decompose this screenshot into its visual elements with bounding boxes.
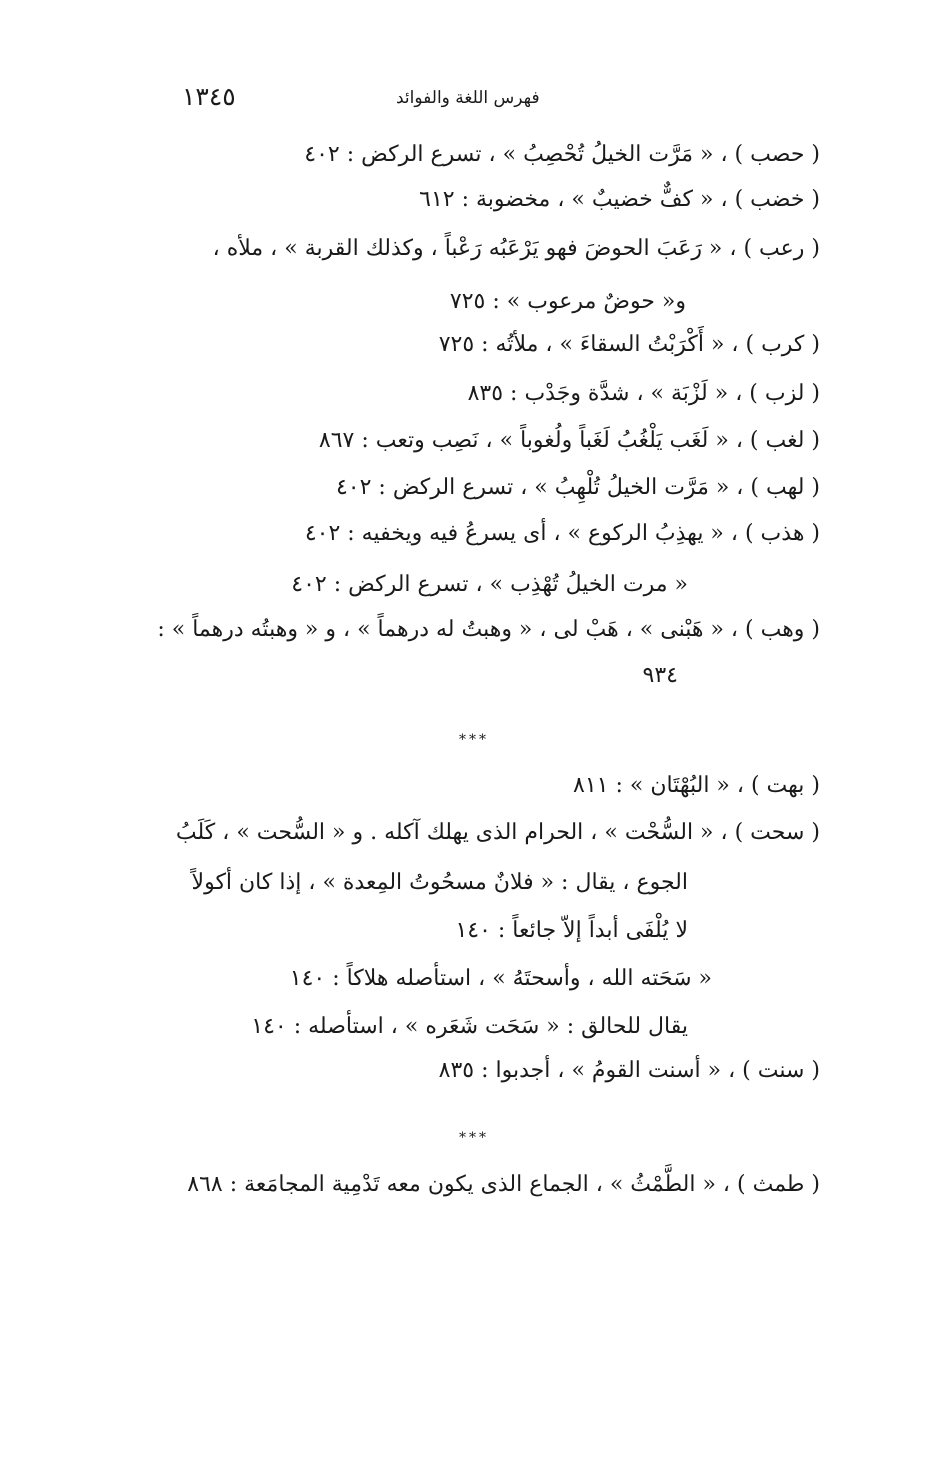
entry-tamth: ( طمث ) ، « الطَّمْثُ » ، الجماع الذى يكون معه تَدْمِية المجامَعة : ٨٦٨	[187, 1172, 820, 1197]
entry-hadhab: ( هذب ) ، « يهذِبُ الركوع » ، أى يسرعُ فيه ويخفيه : ٤٠٢	[304, 521, 820, 546]
section-separator: ***	[459, 732, 489, 748]
entry-hasb: ( حصب ) ، « مَرَّت الخيلُ تُحْصِبُ » ، تسرع الركض : ٤٠٢	[304, 142, 820, 167]
entry-saht-line3: لا يُلْفَى أبداً إلاّ جائعاً : ١٤٠	[455, 918, 688, 943]
entry-laghab: ( لغب ) ، « لَغَب يَلْغُبُ لَغَباً ولُغوباً » ، نَصِب وتعب : ٨٦٧	[318, 428, 820, 453]
entry-saht-line4: « سَحَته الله ، وأسحتَهُ » ، استأصله هلاكاً : ١٤٠	[289, 966, 712, 991]
entry-lazab: ( لزب ) ، « لَزْبَة » ، شدَّة وجَدْب : ٨٣٥	[467, 381, 820, 406]
entry-sanat: ( سنت ) ، « أسنت القومُ » ، أجدبوا : ٨٣٥	[438, 1058, 820, 1083]
entry-lahab: ( لهب ) ، « مَرَّت الخيلُ تُلْهِبُ » ، تسرع الركض : ٤٠٢	[335, 475, 820, 500]
entry-saht-line2: الجوع ، يقال : « فلانٌ مسحُوتُ المِعدة » ، إذا كان أكولاً	[191, 870, 688, 895]
entry-saht: ( سحت ) ، « السُّحْت » ، الحرام الذى يهلك آكله . و « السُّحت » ، كَلَبُ	[175, 820, 820, 845]
entry-karab: ( كرب ) ، « أَكْرَبْتُ السقاءَ » ، ملأتُه : ٧٢٥	[438, 332, 820, 357]
page-number: ١٣٤٥	[182, 82, 236, 111]
entry-saht-line5: يقال للحالق : « سَحَت شَعَره » ، استأصله : ١٤٠	[251, 1014, 688, 1039]
entry-baht: ( بهت ) ، « البُهْتَان » : ٨١١	[573, 773, 820, 798]
entry-raab: ( رعب ) ، « رَعَبَ الحوضَ فهو يَرْعَبُه رَعْباً ، وكذلك القربة » ، ملأه ،	[212, 236, 820, 261]
page-header	[0, 82, 948, 118]
entry-hadhab-continued: « مرت الخيلُ تُهْذِب » ، تسرع الركض : ٤٠٢	[291, 572, 688, 597]
entry-wahab-page: ٩٣٤	[642, 663, 678, 688]
running-title: فهرس اللغة والفوائد	[396, 88, 540, 108]
entry-khadab: ( خضب ) ، « كفٌّ خضيبٌ » ، مخضوبة : ٦١٢	[419, 187, 820, 212]
section-separator: ***	[459, 1130, 489, 1146]
entry-raab-continued: و« حوضٌ مرعوب » : ٧٢٥	[449, 289, 686, 314]
entry-wahab: ( وهب ) ، « هَبْنى » ، هَبْ لى ، « وهبتُ له درهماً » ، و « وهبتُه درهماً » :	[157, 617, 820, 642]
